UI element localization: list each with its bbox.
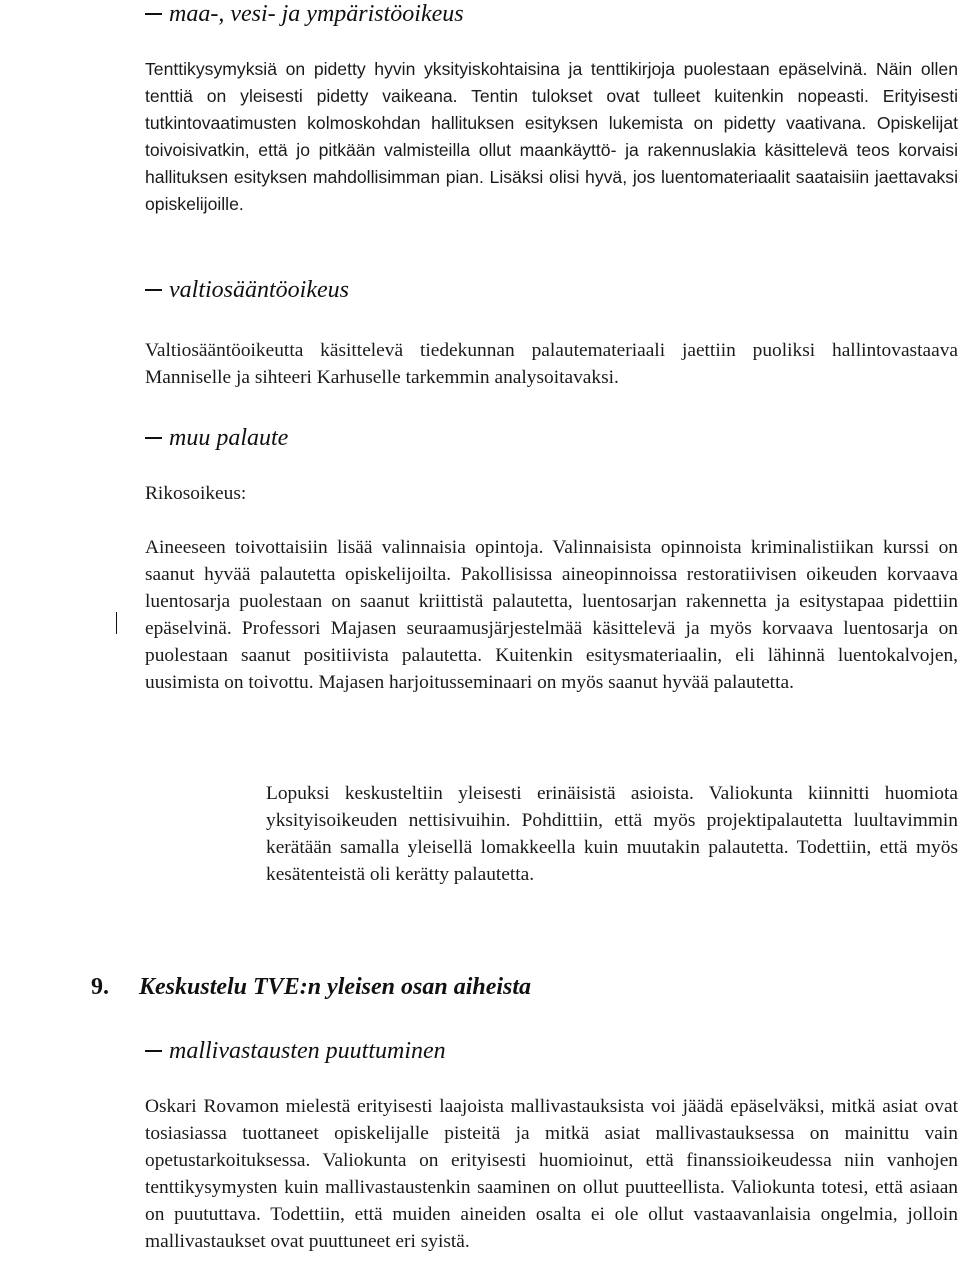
paragraph-closing	[266, 780, 958, 888]
section-heading-valtiosaanto	[145, 276, 349, 304]
heading-text: mallivastausten puuttuminen	[169, 1038, 446, 1064]
section-heading-maa-vesi	[145, 0, 464, 28]
heading-text: muu palaute	[169, 425, 289, 451]
paragraph-text: Oskari Rovamon mielestä erityisesti laajoista mallivastauksista voi jäädä epäselväksi, mitkä asiat ovat tosiasiassa tuottaneet opiskelijalle pisteitä ja mitkä asiat mallivastauksessa on mainittu vain opetustarkoituksessa. Valiokunta on erityisesti huomioinut, että finanssioikeudessa niin vanhojen tenttikysymysten kuin mallivastaustenkin saaminen on ollut puutteellista. Valiokunta totesi, että asiaan on puututtava. Todettiin, että muiden aineiden osalta ei ole ollut vastaavanlaisia ongelmia, jolloin mallivastaukset ovat puuttuneet eri syistä.	[145, 1096, 958, 1252]
paragraph-text: Valtiosääntöoikeutta käsittelevä tiedekunnan palautemateriaali jaettiin puoliksi hallintovastaava Manniselle ja sihteeri Karhuselle tarkemmin analysoitavaksi.	[145, 340, 958, 388]
paragraph-maa-vesi-1	[145, 56, 959, 214]
heading-text: maa-, vesi- ja ympäristöoikeus	[169, 1, 464, 27]
paragraph-rikosoikeus	[145, 534, 958, 696]
subheading-rikosoikeus: Rikosoikeus:	[145, 483, 247, 504]
paragraph-mallivastaukset	[145, 1093, 958, 1255]
section-heading-muu-palaute	[145, 424, 288, 452]
item-number: 9.	[91, 974, 109, 1000]
heading-dash	[145, 289, 162, 291]
change-bar	[116, 612, 117, 634]
paragraph-text: Lopuksi keskusteltiin yleisesti erinäisistä asioista. Valiokunta kiinnitti huomiota yksityisoikeuden nettisivuihin. Pohdittiin, että myös projektipalautetta luultavimmin kerätään samalla yleisellä lomakkeella kuin muutakin palautetta. Todettiin, että myös kesätenteistä oli kerätty palautetta.	[266, 783, 958, 885]
item-title: Keskustelu TVE:n yleisen osan aiheista	[139, 974, 532, 1000]
paragraph-valtiosaanto	[145, 337, 958, 391]
heading-dash	[145, 1050, 162, 1052]
numbered-heading-9	[91, 973, 531, 1001]
heading-dash	[145, 13, 162, 15]
paragraph-text: Aineeseen toivottaisiin lisää valinnaisia opintoja. Valinnaisista opinnoista kriminalistiikan kurssi on saanut hyvää palautetta opiskelijoilta. Pakollisissa aineopinnoissa restoratiivisen oikeuden korvaava luentosarja puolestaan on saanut kriittistä palautetta, luentosarjan rakennetta ja esitystapaa pidettiin epäselvinä. Professori Majasen seuraamusjärjestelmää käsittelevä ja myös korvaava luentosarja on puolestaan saanut positiivista palautetta. Kuitenkin esitysmateriaalin, eli lähinnä luentokalvojen, uusimista on toivottu. Majasen harjoitusseminaari on myös saanut hyvää palautetta.	[145, 537, 958, 693]
section-heading-mallivastaukset	[145, 1037, 446, 1065]
paragraph-text-cont: Opiskelijat toivoisivatkin, että jo pitkään valmisteilla ollut maankäyttö- ja rakennuslakia käsittelevä teos korvaisi hallituksen esityksen mahdollisimman pian. Lisäksi olisi hyvä, jos luentomateriaalit saataisiin jaettavaksi opiskelijoille.	[145, 113, 959, 214]
paragraph-text: Tenttikysymyksiä on pidetty hyvin yksityiskohtaisina ja tenttikirjoja puolestaan epäselvinä. Näin ollen tenttiä on yleisesti pidetty vaikeana. Tentin tulokset ovat tulleet kuitenkin nopeasti. Erityisesti tutkintovaatimusten kolmoskohdan hallituksen esityksen lukemista on pidetty vaativana.	[145, 59, 958, 133]
heading-dash	[145, 437, 162, 439]
heading-text: valtiosääntöoikeus	[169, 277, 349, 303]
